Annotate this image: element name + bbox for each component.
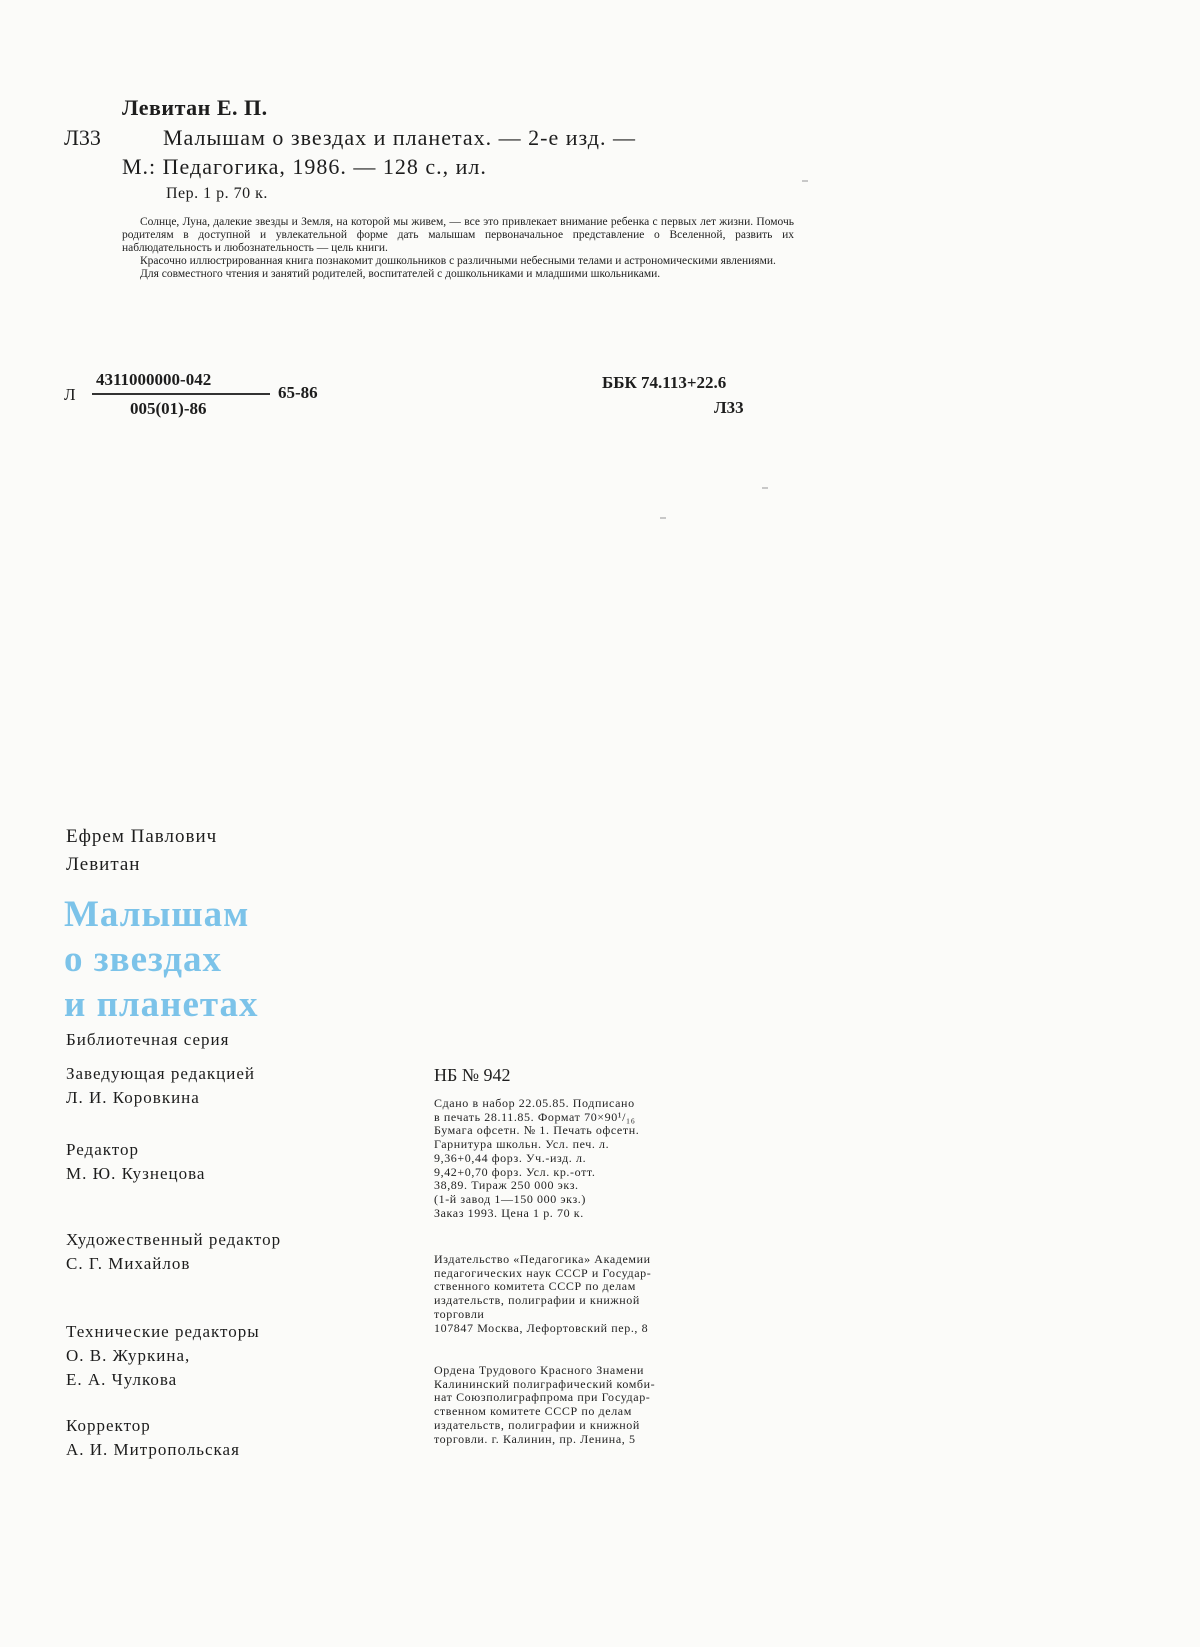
credit-editor	[66, 1138, 205, 1186]
annotation-paragraph: Для совместного чтения и занятий родителей, воспитателей с дошкольниками и младшими школьниками.	[140, 268, 661, 280]
imprint-line: Гарнитура школьн. Усл. печ. л.	[434, 1137, 610, 1152]
bbk-index: ББК 74.113+22.6	[602, 373, 727, 392]
imprint-line: торговли	[434, 1306, 485, 1321]
imprint-line: Бумага офсетн. № 1. Печать офсетн.	[434, 1123, 640, 1138]
imprint-line: издательств, полиграфии и книжной	[434, 1293, 640, 1308]
imprint-line: Заказ 1993. Цена 1 р. 70 к.	[434, 1205, 584, 1220]
annotation-paragraph: Солнце, Луна, далекие звезды и Земля, на которой мы живем, — все это привлекает внимание ребенка с первых лет жизни. Помочь родителям в доступной и увлекательной форме дать малышам первоначальное представление о Вселенной, развить их наблюдательность и любознательность — цель книги.	[122, 216, 794, 254]
credit-name: О. В. Журкина,	[66, 1346, 191, 1365]
annotation	[122, 216, 794, 281]
book-author-first-name: Ефрем Павлович	[66, 826, 218, 847]
imprint-line: 38,89. Тираж 250 000 экз.	[434, 1178, 579, 1193]
imprint-line: Сдано в набор 22.05.85. Подписано	[434, 1096, 635, 1110]
credit-name: Л. И. Коровкина	[66, 1088, 200, 1107]
imprint-line: 9,36+0,44 форз. Уч.-изд. л.	[434, 1150, 587, 1165]
print-details	[434, 1097, 764, 1220]
record-code: Л33	[64, 125, 101, 150]
scan-speck	[762, 487, 768, 489]
imprint-line: ственного комитета СССР по делам	[434, 1279, 636, 1294]
book-series: Библиотечная серия	[66, 1030, 230, 1049]
credit-name: А. И. Митропольская	[66, 1440, 240, 1459]
imprint-line: Калининский полиграфический комби-	[434, 1376, 656, 1391]
classification-suffix: 65-86	[278, 383, 318, 402]
credit-art-editor	[66, 1228, 281, 1276]
credit-role: Технические редакторы	[66, 1322, 260, 1341]
imprint-line: торговли. г. Калинин, пр. Ленина, 5	[434, 1431, 636, 1446]
printer-info	[434, 1364, 764, 1446]
book-author-last-name: Левитан	[66, 854, 141, 875]
book-title-line: Малышам	[64, 894, 250, 935]
classification-letter: Л	[64, 385, 76, 404]
imprint-line: ственном комитете СССР по делам	[434, 1404, 632, 1419]
imprint-line: Издательство «Педагогика» Академии	[434, 1252, 651, 1266]
credit-name: М. Ю. Кузнецова	[66, 1164, 206, 1183]
scan-speck	[660, 517, 666, 519]
scan-speck	[802, 180, 808, 182]
credit-technical-editors	[66, 1320, 260, 1392]
imprint-line: (1-й завод 1—150 000 экз.)	[434, 1191, 586, 1206]
imprint-line: в печать 28.11.85. Формат 70×90¹/₁₆	[434, 1109, 636, 1124]
credit-role: Заведующая редакцией	[66, 1064, 255, 1083]
classification-fraction-rule	[92, 393, 270, 395]
imprint-line: 9,42+0,70 форз. Усл. кр.-отт.	[434, 1164, 596, 1179]
classification-numerator: 4311000000-042	[96, 370, 212, 389]
record-title-line: Малышам о звездах и планетах. — 2-е изд. —	[163, 125, 636, 150]
imprint-line: Ордена Трудового Красного Знамени	[434, 1363, 644, 1377]
credit-name: С. Г. Михайлов	[66, 1254, 191, 1273]
annotation-paragraph: Красочно иллюстрированная книга познакомит дошкольников с различными небесными телами и астрономическими явлениями.	[140, 255, 776, 267]
bbk-author-code: Л33	[714, 398, 744, 417]
imprint-line: нат Союзполиграфпрома при Государ-	[434, 1390, 651, 1405]
credit-proofreader	[66, 1414, 240, 1462]
publisher-info	[434, 1253, 764, 1335]
book-title	[64, 892, 259, 1027]
credit-role: Корректор	[66, 1416, 151, 1435]
credit-name: Е. А. Чулкова	[66, 1370, 178, 1389]
record-author: Левитан Е. П.	[122, 95, 268, 120]
classification-denominator: 005(01)-86	[130, 399, 207, 418]
record-publisher-line: М.: Педагогика, 1986. — 128 с., ил.	[122, 154, 487, 179]
nb-number: НБ № 942	[434, 1065, 511, 1085]
book-title-line: и планетах	[64, 984, 259, 1025]
publisher-address: 107847 Москва, Лефортовский пер., 8	[434, 1320, 649, 1335]
imprint-line: педагогических наук СССР и Государ-	[434, 1265, 652, 1280]
credit-role: Художественный редактор	[66, 1230, 282, 1249]
credit-role: Редактор	[66, 1140, 139, 1159]
imprint-line: издательств, полиграфии и книжной	[434, 1417, 640, 1432]
credit-managing-editor	[66, 1062, 255, 1110]
record-price: Пер. 1 р. 70 к.	[166, 185, 268, 202]
book-title-line: о звездах	[64, 939, 222, 980]
